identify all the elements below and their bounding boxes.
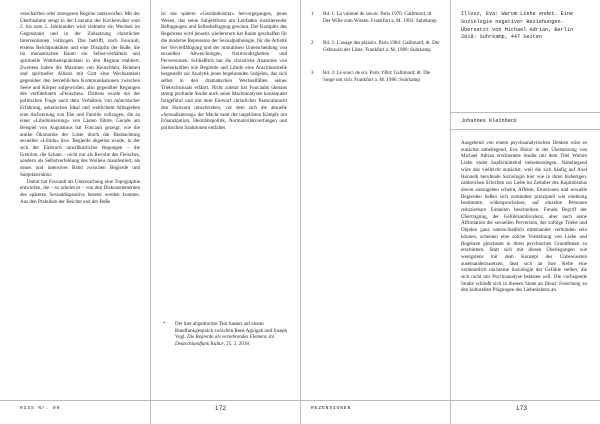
running-head-left: RISS Nr. 90 xyxy=(20,406,61,411)
footnote-text: Bd. 2: L'usage des plaisirs. Paris 1984: Gallimard; dt. Der Gebrauch der Lüste. Frankfurt a. M. 1986: Suhrkamp xyxy=(323,40,440,53)
footnote xyxy=(163,321,287,371)
footnote-text: Bd. 3: Le souci de soi. Paris 1984: Gallimard; dt. Die Sorge um sich. Frankfurt a. M. 1986: Suhrkamp xyxy=(323,70,431,83)
review-citation: Illouz, Eva: Warum Liebe endet. Eine Soziologie negativer Beziehungen. Übersetzt von Michael Adrian, Berlin 2018: Suhrkamp, 447 Seiten xyxy=(461,11,574,41)
body-paragraph: ist das spätere »Geständnistier« hervorgegangen, jenes Wesen, das seine Subjektform am Leitfaden insistierender Befragungen und Selbstbefragung gewinnt. Der Komplex des Begehrens wird jenseits wiedererum hat Raum geschaffen für die moderne Repression der Sexualpathologie, für die Artistik der Vervielfältigung und der minutiösen Unterscheidung von sexuellen Abweichungen, Normwidrigkeiten und Perversionen. Schließlich hat die christliche Anatomie von Seelenkräften wie Begierde und Libido eine Anschlussstelle hergestellt zur Analytik jenes begehrenden Subjekts, das sich selbst in den dramatischen Wechselfällen seines Triebschicksals erfährt. Nicht zuletzt hat Foucaults überaus streng profunde Studie auch seine Machtanalysen konsequent fortgeführt und mit dem Entwurf christlicher Pastoralmacht den Horizont umschrieben, vor dem sich die aktuelle »Sexualisierung« der Macht samt der ungelösten Kämpfe um Emanzipation, Identitätspolitik, Normativitätsverfangen und politischen Sanktionen entfaltet. xyxy=(161,11,287,131)
footnote xyxy=(311,11,441,33)
review-body xyxy=(461,140,587,395)
page-number-left: 172 xyxy=(215,405,227,412)
footnote xyxy=(311,70,441,92)
footnote-text: Bd. 1: La volonté de savoir. Paris 1976: Gallimard; dt. Der Wille zum Wissen. Frankfurt a. M. 1983: Suhrkamp xyxy=(323,11,437,24)
body-paragraph: verschärften oder strengeren Regime unterworfen. Mit der Überhnahme steigt in der Literatur der Kirchenväter vom 2. bis zum 5. Jahrhundert wird vielmehr ein Wechsel im Gegenstand und in der Zielsetzung christlicher Interventionen vollzogen. Das betrifft, nach Foucault, erstens Reichtpraktiken und eine Disziplin der Buße, die im monastischen Raum ein Selbst-verhältnis und spirituelle Wahrheitspraktiken in den Regime etabliert. Zweitens haben die Maximen von Keuschheit, Reinheit und spiritueller Allianz mit Gott eine Wechsamkeit gegenüber den betrieblichen Kommunikationen zwischen Seele und Körper aufgeworfen, also gegenüber Regungen des verführbaren »Fleisches«. Drittens wurde mit der politischen Frage nach dem Verhältnis von mönchischer Erfahrung, asketischen Ideal und weltlichem Alltagleben eine Aufwertung von Ehe und Familie vollzogen, die zu einer »Libidinisierung« von Lästen führte. Gerade am Beispiel von Augustinus hat Foucault gezeigt, wie die antike Ökonomie der Lüste durch die Beobachtung sexueller »Libido« bzw. Begierde abgelöst wurde, in der sich der Einbruch unwillkürlicher Regungen – die Erektion, die Scham – nicht nur als Revolte des Fleisches, sondern als Selbstverfehlung des Wollens manifestiert, als neues und intensives Band zwischen Begierde und Subjektstruktur. xyxy=(20,11,140,178)
body-paragraph: Damit hat Foucault als Untersuchung eine Topographie entworfen, die – so scheint es – von den Diskurselementen des späteren Sexualdispositivs besetzt werden konnten. Aus den Praktiken der Beichte und der Buße xyxy=(20,178,140,205)
reviewer-rule xyxy=(450,129,600,130)
footer-rule xyxy=(0,400,600,401)
footnote-number: 2 xyxy=(311,40,314,46)
page-number-right: 173 xyxy=(516,405,528,412)
footnote-number: 1 xyxy=(311,11,314,17)
page-gutter xyxy=(300,0,301,424)
footnote-text: Der hier abgedruckte Text basiert auf einem Rundfunkgespräch zwischen René Aguigah und Joseph Vogl. Die Begierde als verzehrendes Element, im Deutschlandfunk Kultur, 25. 2. 2018. xyxy=(175,321,287,348)
reviewer-name: Johannes Kleinbeck xyxy=(461,118,518,124)
running-head-right: REZENSIONEN xyxy=(311,406,352,411)
citation-rule xyxy=(450,112,600,113)
footnote xyxy=(311,40,441,62)
column-divider xyxy=(150,0,151,424)
left-page-column-1 xyxy=(20,11,140,205)
column-divider xyxy=(450,0,451,424)
body-paragraph: Ausgehend von einem psychoanalytischen Denken wäre es zunächst naheliegend, Eva Illouz' in der Übersetzung von Michael Adrian erschienene Studie mit dem Titel Warum Liebe endet kopfschüttelnd beiseitezulegen. Naheliegend wäre das vielleicht zunächst, weil die sich häufig auf Axel Honneth berufende Soziologin hier wie in ihren bisherigen, zahlreichen Schriften zur Liebe im Zeitalter des Kapitalismus davon auszugehen scheint, Affekte, Emotionen und sexuelle Begierden ließen sich zumindest prinzipiell wie eindeutig bestimmte, widerspruchslose, auf einzelne Personen reduzierbare Einheiten beschreiben. Freuds Begriff der Übertragung, der Gefühlsambivalenz, aber auch seine Affirmation der sexuellen Perversion, der zufolge Triebe und Objekte ganz unterschiedlich miteinander verbunden sein können, scheinen eine solche Vorstellung von Liebe und Begehren gleichsam in ihren psychischen Grundfesten zu erschüttern. Statt sich mit diesen Überlegungen wie wenigstens mit dem Konzept des Unbewussten auseinanderzusetzen, lässt sich an ihre Stelle eine vermeintlich nüchterne Soziologie der Gefühle stellen, die sich nicht mit Psychoanalyse belasten will. Die vorliegende Studie schließt sich in diesem Sinne an Illouz' Forschung zu den kulturellen Prägungen des Liebeslebens an. xyxy=(461,140,587,294)
footnote-marker: * xyxy=(163,321,166,327)
footnote-number: 3 xyxy=(311,70,314,76)
left-page-column-2 xyxy=(161,11,287,132)
